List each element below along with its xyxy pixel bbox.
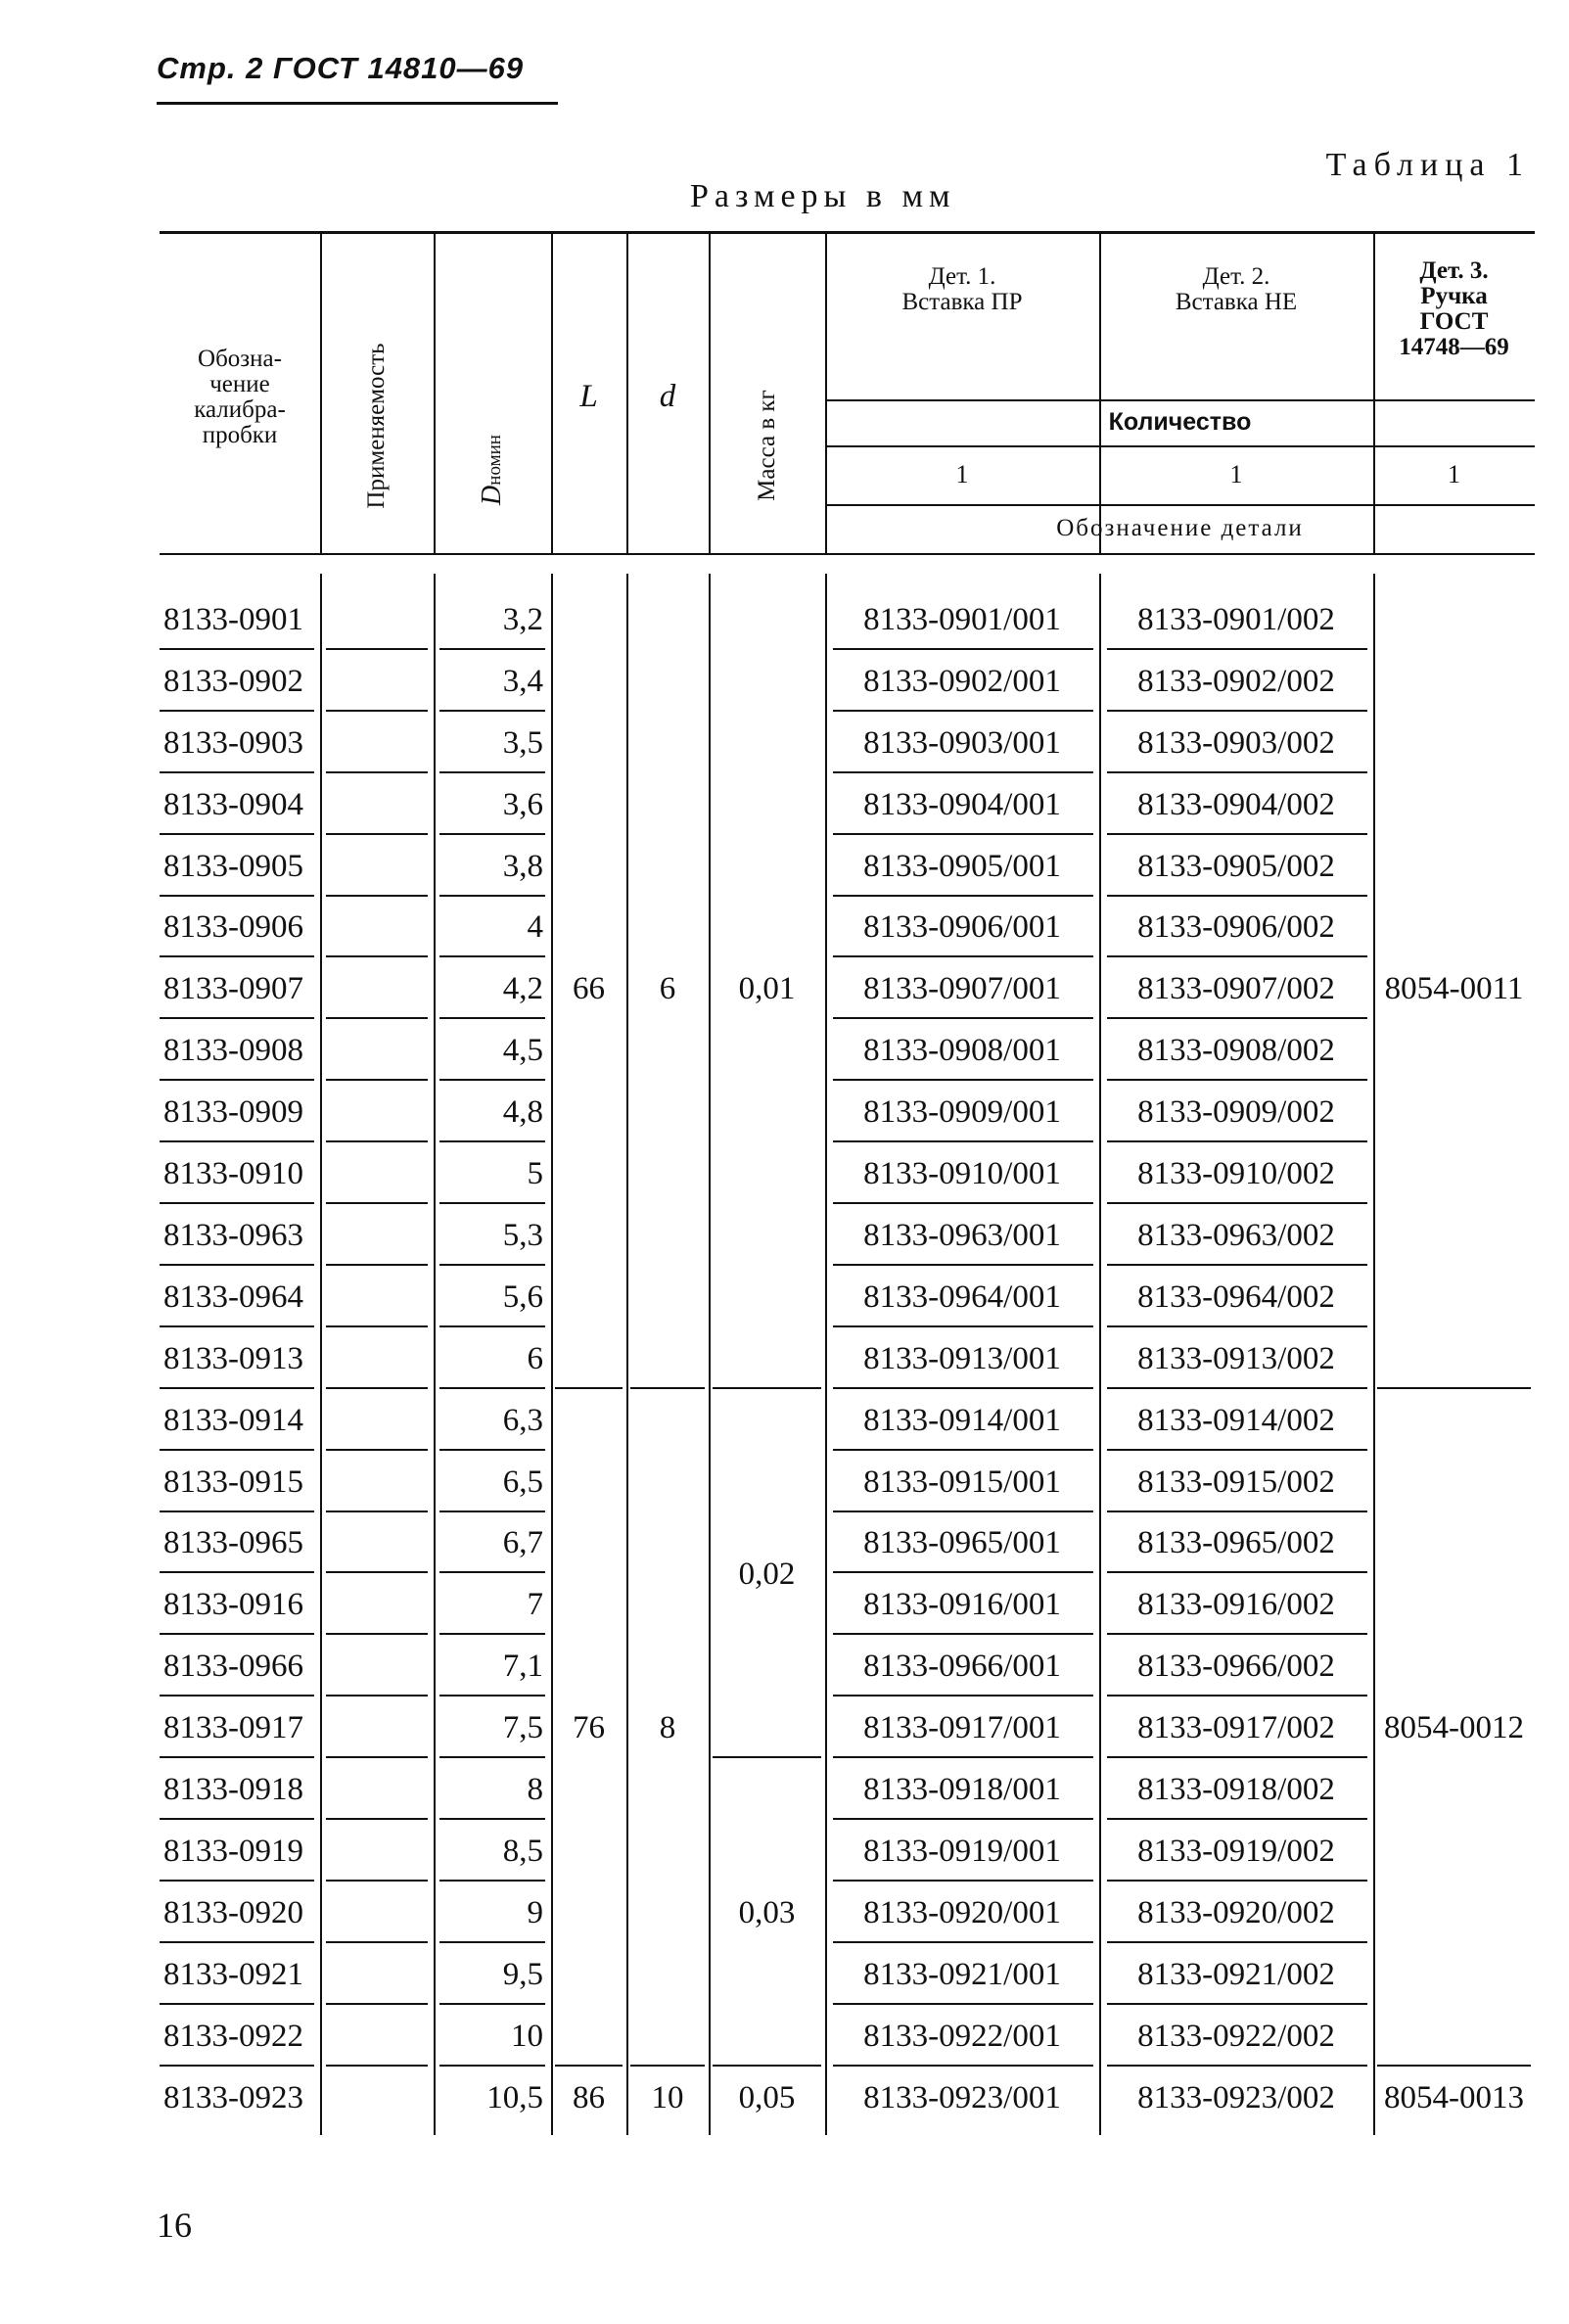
row-code: 8133-0966 — [163, 1649, 303, 1685]
merged-d: 6 — [659, 971, 676, 1007]
row-d-nominal: 6,7 — [502, 1525, 543, 1561]
row-det1: 8133-0915/001 — [863, 1464, 1061, 1500]
h-rule — [630, 2065, 705, 2067]
row-det1: 8133-0914/001 — [863, 1402, 1061, 1438]
h-rule — [160, 1571, 314, 1573]
merged-mass: 0,01 — [738, 971, 796, 1007]
h-rule — [326, 1202, 428, 1204]
h-rule — [1377, 1387, 1531, 1389]
h-rule — [160, 1387, 314, 1389]
h-rule — [1107, 833, 1367, 835]
row-code: 8133-0921 — [163, 1956, 303, 1992]
h-rule — [1107, 1695, 1367, 1697]
row-d-nominal: 9,5 — [502, 1956, 543, 1992]
row-code: 8133-0915 — [163, 1464, 303, 1500]
row-code: 8133-0909 — [163, 1094, 303, 1131]
h-rule — [1107, 1880, 1367, 1882]
row-code: 8133-0918 — [163, 1772, 303, 1808]
h-rule — [439, 1880, 545, 1882]
row-d-nominal: 7 — [527, 1587, 543, 1623]
h-rule — [326, 771, 428, 773]
h-rule — [160, 1449, 314, 1451]
row-code: 8133-0917 — [163, 1710, 303, 1746]
row-det2: 8133-0901/002 — [1137, 601, 1335, 637]
h-rule — [439, 1756, 545, 1758]
h-rule — [555, 2065, 623, 2067]
h-rule — [326, 1756, 428, 1758]
h-rule — [1107, 1449, 1367, 1451]
h-rule — [630, 1387, 705, 1389]
row-code: 8133-0908 — [163, 1033, 303, 1069]
h-rule — [326, 1941, 428, 1943]
header-part-designation: Обозначение детали — [1056, 514, 1304, 541]
merged-det3: 8054-0011 — [1384, 971, 1524, 1007]
h-rule — [439, 1633, 545, 1635]
h-rule — [439, 1140, 545, 1142]
merged-det3: 8054-0013 — [1384, 2079, 1524, 2115]
h-rule — [1107, 1202, 1367, 1204]
h-rule — [439, 1695, 545, 1697]
row-code: 8133-0902 — [163, 663, 303, 699]
h-rule — [160, 231, 1535, 234]
h-rule — [160, 2065, 314, 2067]
h-rule — [439, 1017, 545, 1019]
h-rule — [326, 895, 428, 897]
row-det2: 8133-0904/002 — [1137, 786, 1335, 822]
row-det1: 8133-0920/001 — [863, 1894, 1061, 1930]
h-rule — [833, 1880, 1093, 1882]
row-det2: 8133-0965/002 — [1137, 1525, 1335, 1561]
row-det2: 8133-0903/002 — [1137, 724, 1335, 761]
h-rule — [326, 833, 428, 835]
h-rule — [833, 1511, 1093, 1512]
row-code: 8133-0919 — [163, 1833, 303, 1869]
header-det2: Дет. 2. Вставка НЕ — [1175, 262, 1298, 315]
row-det1: 8133-0965/001 — [863, 1525, 1061, 1561]
h-rule — [439, 833, 545, 835]
h-rule — [326, 2003, 428, 2005]
h-rule — [833, 833, 1093, 835]
row-d-nominal: 6,3 — [502, 1402, 543, 1438]
v-rule — [434, 231, 436, 553]
h-rule — [1107, 955, 1367, 957]
row-d-nominal: 9 — [527, 1894, 543, 1930]
h-rule — [160, 895, 314, 897]
h-rule — [1107, 1756, 1367, 1758]
v-rule — [1099, 445, 1101, 504]
h-rule — [160, 1079, 314, 1081]
h-rule — [160, 1511, 314, 1512]
h-rule — [833, 895, 1093, 897]
row-d-nominal: 3,8 — [502, 848, 543, 884]
row-d-nominal: 8,5 — [502, 1833, 543, 1869]
h-rule — [833, 1756, 1093, 1758]
header-mass: Масса в кг — [753, 390, 780, 501]
row-det1: 8133-0966/001 — [863, 1649, 1061, 1685]
h-rule — [160, 1633, 314, 1635]
row-code: 8133-0905 — [163, 848, 303, 884]
units-caption: Размеры в мм — [690, 178, 956, 214]
row-code: 8133-0903 — [163, 724, 303, 761]
h-rule — [1107, 710, 1367, 712]
h-rule — [833, 1264, 1093, 1266]
header-det1: Дет. 1. Вставка ПР — [901, 262, 1023, 315]
h-rule — [160, 955, 314, 957]
row-d-nominal: 4,2 — [502, 971, 543, 1007]
row-det1: 8133-0919/001 — [863, 1833, 1061, 1869]
merged-d: 10 — [651, 2079, 684, 2115]
h-rule — [833, 955, 1093, 957]
row-code: 8133-0965 — [163, 1525, 303, 1561]
h-rule — [326, 1325, 428, 1327]
merged-L: 76 — [573, 1710, 605, 1746]
h-rule — [160, 1756, 314, 1758]
h-rule — [326, 1571, 428, 1573]
row-det2: 8133-0906/002 — [1137, 909, 1335, 946]
h-rule — [1107, 1140, 1367, 1142]
h-rule — [326, 1880, 428, 1882]
row-det2: 8133-0917/002 — [1137, 1710, 1335, 1746]
h-rule — [439, 710, 545, 712]
h-rule — [1107, 1633, 1367, 1635]
row-code: 8133-0920 — [163, 1894, 303, 1930]
h-rule — [713, 1387, 821, 1389]
h-rule — [326, 1511, 428, 1512]
row-det2: 8133-0964/002 — [1137, 1278, 1335, 1315]
row-det2: 8133-0913/002 — [1137, 1340, 1335, 1376]
row-d-nominal: 8 — [527, 1772, 543, 1808]
row-d-nominal: 7,5 — [502, 1710, 543, 1746]
header-det3: Дет. 3. Ручка ГОСТ 14748—69 — [1399, 256, 1509, 361]
row-code: 8133-0910 — [163, 1156, 303, 1192]
h-rule — [1107, 771, 1367, 773]
row-d-nominal: 10,5 — [486, 2079, 543, 2115]
row-det1: 8133-0922/001 — [863, 2018, 1061, 2054]
h-rule — [326, 2065, 428, 2067]
h-rule — [160, 1880, 314, 1882]
row-det2: 8133-0916/002 — [1137, 1587, 1335, 1623]
row-det2: 8133-0914/002 — [1137, 1402, 1335, 1438]
merged-L: 86 — [573, 2079, 605, 2115]
row-det2: 8133-0922/002 — [1137, 2018, 1335, 2054]
row-d-nominal: 3,6 — [502, 786, 543, 822]
h-rule — [326, 1140, 428, 1142]
merged-det3: 8054-0012 — [1384, 1710, 1524, 1746]
h-rule — [439, 1511, 545, 1512]
h-rule — [160, 648, 314, 650]
h-rule — [833, 1695, 1093, 1697]
row-det1: 8133-0907/001 — [863, 971, 1061, 1007]
h-rule — [833, 648, 1093, 650]
row-det1: 8133-0921/001 — [863, 1956, 1061, 1992]
row-det1: 8133-0963/001 — [863, 1217, 1061, 1253]
header-L: L — [579, 378, 598, 414]
row-d-nominal: 5,3 — [502, 1217, 543, 1253]
row-det1: 8133-0918/001 — [863, 1772, 1061, 1808]
row-det2: 8133-0902/002 — [1137, 663, 1335, 699]
h-rule — [439, 1325, 545, 1327]
h-rule — [326, 1017, 428, 1019]
h-rule — [713, 1756, 821, 1758]
h-rule — [833, 1325, 1093, 1327]
header-qty-3: 1 — [1448, 460, 1460, 488]
h-rule — [160, 833, 314, 835]
row-det1: 8133-0916/001 — [863, 1587, 1061, 1623]
h-rule — [833, 2065, 1093, 2067]
row-code: 8133-0922 — [163, 2018, 303, 2054]
h-rule — [326, 1387, 428, 1389]
row-d-nominal: 6,5 — [502, 1464, 543, 1500]
row-code: 8133-0901 — [163, 601, 303, 637]
h-rule — [439, 955, 545, 957]
merged-mass: 0,05 — [738, 2079, 796, 2115]
h-rule — [833, 710, 1093, 712]
row-det2: 8133-0908/002 — [1137, 1033, 1335, 1069]
row-d-nominal: 7,1 — [502, 1649, 543, 1685]
row-det1: 8133-0905/001 — [863, 848, 1061, 884]
h-rule — [160, 1202, 314, 1204]
h-rule — [833, 1633, 1093, 1635]
h-rule — [555, 1387, 623, 1389]
h-rule — [160, 1140, 314, 1142]
row-code: 8133-0907 — [163, 971, 303, 1007]
merged-mass: 0,03 — [738, 1894, 796, 1930]
row-d-nominal: 6 — [527, 1340, 543, 1376]
h-rule — [326, 1079, 428, 1081]
v-rule — [709, 231, 711, 553]
h-rule — [833, 1387, 1093, 1389]
row-det1: 8133-0909/001 — [863, 1094, 1061, 1131]
h-rule — [326, 648, 428, 650]
row-code: 8133-0904 — [163, 786, 303, 822]
row-det2: 8133-0907/002 — [1137, 971, 1335, 1007]
h-rule — [326, 1633, 428, 1635]
h-rule — [439, 1079, 545, 1081]
h-rule — [439, 1941, 545, 1943]
row-d-nominal: 5 — [527, 1156, 543, 1192]
h-rule — [326, 955, 428, 957]
row-d-nominal: 4,5 — [502, 1033, 543, 1069]
row-det2: 8133-0921/002 — [1137, 1956, 1335, 1992]
h-rule — [1107, 1387, 1367, 1389]
h-rule — [160, 1264, 314, 1266]
h-rule — [833, 1941, 1093, 1943]
row-det1: 8133-0906/001 — [863, 909, 1061, 946]
header-qty-2: 1 — [1229, 460, 1243, 488]
h-rule — [833, 1571, 1093, 1573]
h-rule — [833, 771, 1093, 773]
row-det2: 8133-0915/002 — [1137, 1464, 1335, 1500]
h-rule — [439, 1264, 545, 1266]
h-rule — [1377, 2065, 1531, 2067]
h-rule — [1107, 1941, 1367, 1943]
row-code: 8133-0963 — [163, 1217, 303, 1253]
row-code: 8133-0964 — [163, 1278, 303, 1315]
h-rule — [1107, 2065, 1367, 2067]
row-code: 8133-0914 — [163, 1402, 303, 1438]
row-det1: 8133-0913/001 — [863, 1340, 1061, 1376]
h-rule — [326, 1695, 428, 1697]
row-det1: 8133-0908/001 — [863, 1033, 1061, 1069]
page-number: 16 — [157, 2206, 192, 2245]
row-det1: 8133-0923/001 — [863, 2079, 1061, 2115]
row-d-nominal: 3,5 — [502, 724, 543, 761]
h-rule — [439, 771, 545, 773]
h-rule — [833, 1079, 1093, 1081]
h-rule — [833, 1202, 1093, 1204]
v-rule — [320, 231, 322, 553]
h-rule — [160, 1325, 314, 1327]
h-rule — [1107, 1017, 1367, 1019]
row-det1: 8133-0964/001 — [863, 1278, 1061, 1315]
row-d-nominal: 10 — [511, 2018, 543, 2054]
h-rule — [439, 895, 545, 897]
h-rule — [160, 1017, 314, 1019]
merged-L: 66 — [573, 971, 605, 1007]
row-det2: 8133-0918/002 — [1137, 1772, 1335, 1808]
h-rule — [326, 710, 428, 712]
h-rule — [439, 1449, 545, 1451]
row-det1: 8133-0910/001 — [863, 1156, 1061, 1192]
row-code: 8133-0923 — [163, 2079, 303, 2115]
h-rule — [1107, 1818, 1367, 1820]
merged-d: 8 — [659, 1710, 676, 1746]
header-applicability: Применяемость — [363, 343, 390, 509]
row-d-nominal: 4,8 — [502, 1094, 543, 1131]
h-rule — [1107, 1079, 1367, 1081]
h-rule — [439, 1571, 545, 1573]
row-code: 8133-0916 — [163, 1587, 303, 1623]
row-det2: 8133-0909/002 — [1137, 1094, 1335, 1131]
row-d-nominal: 5,6 — [502, 1278, 543, 1315]
header-designation: Обозна- чение калибра- пробки — [194, 345, 286, 449]
page-header: Стр. 2 ГОСТ 14810—69 — [157, 51, 525, 85]
header-d: d — [659, 378, 676, 414]
h-rule — [833, 1449, 1093, 1451]
row-det2: 8133-0963/002 — [1137, 1217, 1335, 1253]
h-rule — [439, 1818, 545, 1820]
row-det2: 8133-0910/002 — [1137, 1156, 1335, 1192]
row-det2: 8133-0920/002 — [1137, 1894, 1335, 1930]
h-rule — [1107, 1325, 1367, 1327]
row-det2: 8133-0923/002 — [1137, 2079, 1335, 2115]
h-rule — [1107, 1264, 1367, 1266]
header-quantity: Количество — [1108, 408, 1252, 437]
h-rule — [160, 710, 314, 712]
row-code: 8133-0906 — [163, 909, 303, 946]
h-rule — [160, 1818, 314, 1820]
h-rule — [160, 2003, 314, 2005]
row-det1: 8133-0901/001 — [863, 601, 1061, 637]
row-det1: 8133-0904/001 — [863, 786, 1061, 822]
h-rule — [833, 1017, 1093, 1019]
row-d-nominal: 3,4 — [502, 663, 543, 699]
row-code: 8133-0913 — [163, 1340, 303, 1376]
h-rule — [1107, 648, 1367, 650]
h-rule — [439, 648, 545, 650]
h-rule — [326, 1818, 428, 1820]
h-rule — [833, 1140, 1093, 1142]
header-d-nominal: Dномин — [477, 435, 507, 505]
h-rule — [439, 2065, 545, 2067]
h-rule — [1107, 1511, 1367, 1512]
h-rule — [439, 1387, 545, 1389]
h-rule — [160, 553, 1535, 555]
h-rule — [160, 1941, 314, 1943]
row-det1: 8133-0903/001 — [863, 724, 1061, 761]
h-rule — [713, 2065, 821, 2067]
row-d-nominal: 4 — [527, 909, 543, 946]
row-det2: 8133-0966/002 — [1137, 1649, 1335, 1685]
h-rule — [833, 1818, 1093, 1820]
header-qty-1: 1 — [955, 460, 969, 488]
h-rule — [160, 771, 314, 773]
row-det2: 8133-0919/002 — [1137, 1833, 1335, 1869]
h-rule — [1107, 2003, 1367, 2005]
h-rule — [326, 1449, 428, 1451]
h-rule — [326, 1264, 428, 1266]
h-rule — [1107, 1571, 1367, 1573]
h-rule — [1107, 895, 1367, 897]
row-det2: 8133-0905/002 — [1137, 848, 1335, 884]
merged-mass: 0,02 — [738, 1556, 796, 1592]
row-det1: 8133-0917/001 — [863, 1710, 1061, 1746]
h-rule — [439, 2003, 545, 2005]
v-rule — [1373, 445, 1375, 504]
row-d-nominal: 3,2 — [502, 601, 543, 637]
h-rule — [439, 1202, 545, 1204]
h-rule — [160, 1695, 314, 1697]
h-rule — [833, 2003, 1093, 2005]
table-label: Таблица 1 — [1325, 147, 1530, 183]
row-det1: 8133-0902/001 — [863, 663, 1061, 699]
